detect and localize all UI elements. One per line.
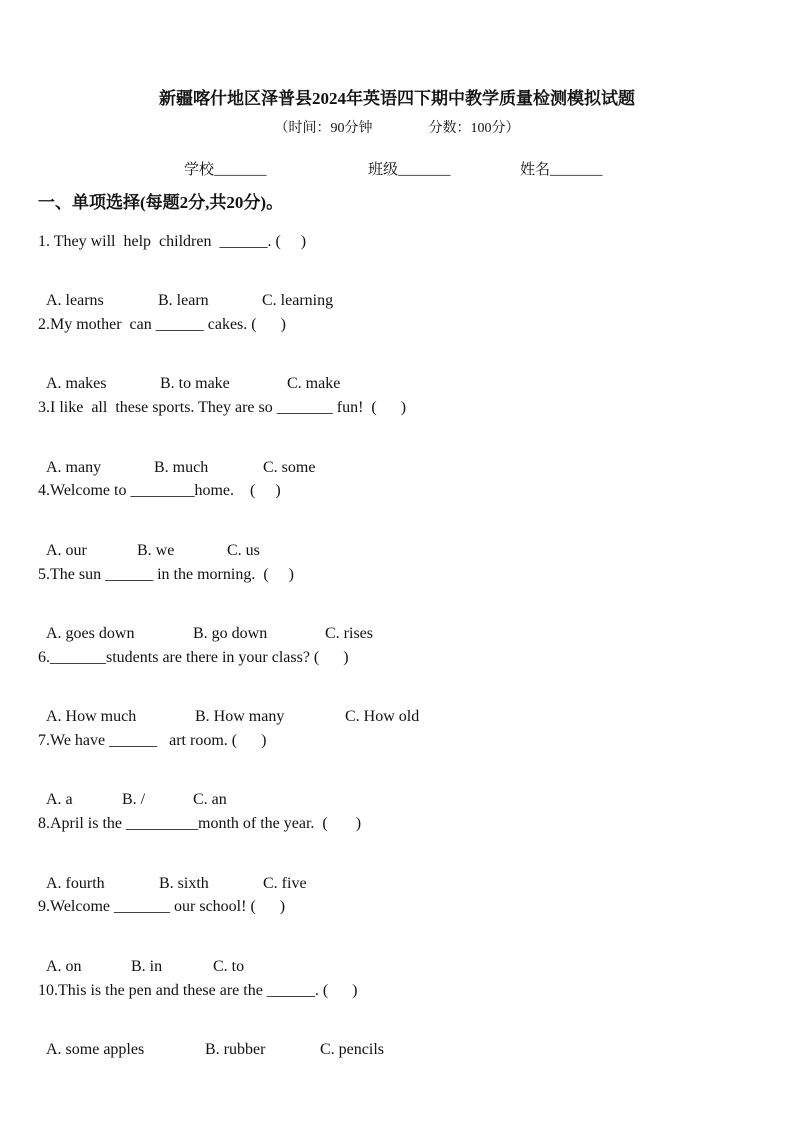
question-7: 7.We have ______ art room. ( ) <box>38 732 267 749</box>
question-9: 9.Welcome _______ our school! ( ) <box>38 898 286 915</box>
option-c[interactable]: C. make <box>287 375 341 392</box>
option-a[interactable]: A. on <box>46 958 82 975</box>
question-4: 4.Welcome to ________home. ( ) <box>38 482 281 499</box>
exam-title: 新疆喀什地区泽普县2024年英语四下期中教学质量检测模拟试题 <box>159 89 635 108</box>
question-2: 2.My mother can ______ cakes. ( ) <box>38 316 286 333</box>
class-field[interactable]: 班级_______ <box>368 162 451 178</box>
section-heading: 一、单项选择(每题2分,共20分)。 <box>38 193 284 212</box>
option-c[interactable]: C. How old <box>345 708 420 725</box>
question-3: 3.I like all these sports. They are so _______ fun! ( ) <box>38 399 407 416</box>
options-4 <box>38 524 260 560</box>
option-b[interactable]: B. in <box>131 958 163 975</box>
option-c[interactable]: C. learning <box>262 292 334 309</box>
option-b[interactable]: B. sixth <box>159 875 209 892</box>
option-a[interactable]: A. a <box>46 791 73 808</box>
question-8: 8.April is the _________month of the year. ( ) <box>38 815 362 832</box>
question-5: 5.The sun ______ in the morning. ( ) <box>38 566 294 583</box>
options-8 <box>38 857 307 893</box>
option-b[interactable]: B. / <box>122 791 146 808</box>
option-c[interactable]: C. an <box>193 791 227 808</box>
question-10: 10.This is the pen and these are the ______. ( ) <box>38 982 358 999</box>
option-b[interactable]: B. much <box>154 459 209 476</box>
option-a[interactable]: A. makes <box>46 375 107 392</box>
options-6 <box>38 690 419 726</box>
options-7 <box>38 773 227 809</box>
option-a[interactable]: A. our <box>46 542 87 559</box>
exam-subtitle: （时间：90分钟 分数：100分） <box>274 121 520 136</box>
option-b[interactable]: B. How many <box>195 708 285 725</box>
option-c[interactable]: C. some <box>263 459 316 476</box>
option-c[interactable]: C. rises <box>325 625 373 642</box>
option-c[interactable]: C. to <box>213 958 245 975</box>
name-field[interactable]: 姓名_______ <box>520 162 603 178</box>
option-b[interactable]: B. we <box>137 542 175 559</box>
option-c[interactable]: C. five <box>263 875 307 892</box>
options-10 <box>38 1023 384 1059</box>
option-a[interactable]: A. How much <box>46 708 137 725</box>
option-a[interactable]: A. some apples <box>46 1041 145 1058</box>
option-a[interactable]: A. many <box>46 459 102 476</box>
question-1: 1. They will help children ______. ( ) <box>38 233 307 250</box>
option-b[interactable]: B. learn <box>158 292 209 309</box>
option-b[interactable]: B. to make <box>160 375 230 392</box>
option-c[interactable]: C. pencils <box>320 1041 384 1058</box>
options-2 <box>38 357 340 393</box>
options-3 <box>38 441 315 477</box>
option-a[interactable]: A. fourth <box>46 875 105 892</box>
options-5 <box>38 607 373 643</box>
options-1 <box>38 274 333 310</box>
option-b[interactable]: B. rubber <box>205 1041 266 1058</box>
option-b[interactable]: B. go down <box>193 625 268 642</box>
options-9 <box>38 940 244 976</box>
option-a[interactable]: A. learns <box>46 292 104 309</box>
question-6: 6._______students are there in your class? ( ) <box>38 649 349 666</box>
school-field[interactable]: 学校_______ <box>184 162 267 178</box>
option-a[interactable]: A. goes down <box>46 625 135 642</box>
option-c[interactable]: C. us <box>227 542 260 559</box>
